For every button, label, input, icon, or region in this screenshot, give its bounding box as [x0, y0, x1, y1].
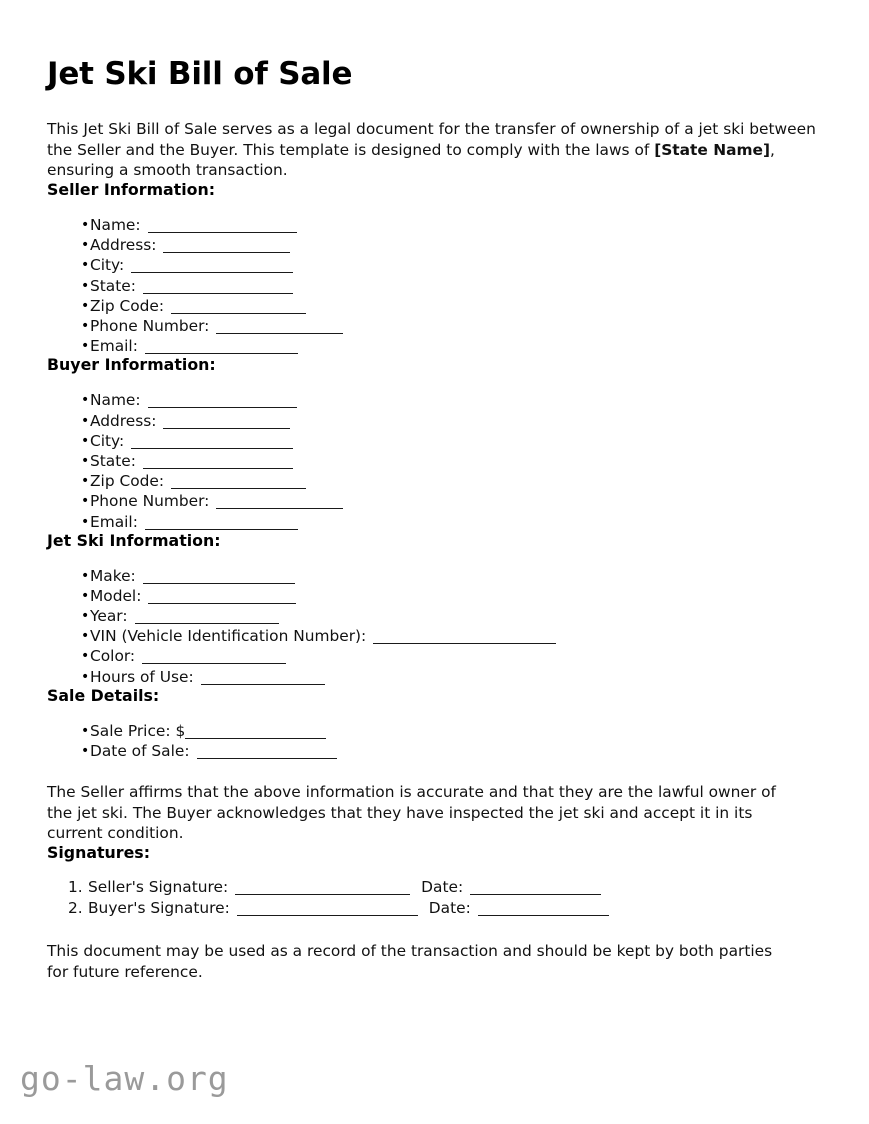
- signature-label: Seller's Signature:: [88, 877, 229, 896]
- fill-in-blank[interactable]: [131, 259, 293, 273]
- field-label: City:: [90, 256, 125, 275]
- page-title: Jet Ski Bill of Sale: [47, 56, 353, 92]
- field-row: [47, 336, 822, 356]
- jetski-field-list: [47, 566, 822, 687]
- fill-in-blank[interactable]: [197, 745, 337, 759]
- field-label: Year:: [90, 607, 128, 626]
- field-label: Zip Code:: [90, 296, 165, 315]
- state-name-placeholder: [State Name]: [654, 140, 770, 159]
- field-row: [47, 626, 822, 646]
- seller-field-list: [47, 215, 822, 356]
- fill-in-blank[interactable]: [142, 650, 286, 664]
- field-row: [47, 316, 822, 336]
- fill-in-blank[interactable]: [171, 475, 306, 489]
- fill-in-blank[interactable]: [131, 435, 293, 449]
- field-row: [47, 646, 822, 666]
- intro-paragraph: [47, 119, 819, 181]
- field-row: [47, 411, 822, 431]
- field-row: [47, 390, 822, 410]
- signature-row-number: 2.: [68, 898, 83, 917]
- fill-in-blank[interactable]: [216, 495, 343, 509]
- field-label: Email:: [90, 512, 138, 531]
- fill-in-blank[interactable]: [148, 394, 297, 408]
- field-row: [47, 255, 822, 275]
- signature-row: [47, 877, 822, 898]
- field-label: Hours of Use:: [90, 667, 194, 686]
- fill-in-blank[interactable]: [135, 610, 279, 624]
- field-label: Make:: [90, 566, 136, 585]
- fill-in-blank[interactable]: [148, 219, 297, 233]
- closing-paragraph: This document may be used as a record of the transaction and should be kept by both parties for future reference.: [47, 941, 773, 981]
- fill-in-blank[interactable]: [148, 590, 296, 604]
- date-label: Date:: [421, 877, 464, 896]
- field-label: Address:: [90, 236, 157, 255]
- fill-in-blank[interactable]: [145, 516, 298, 530]
- seller-information-heading: Seller Information:: [47, 179, 216, 199]
- fill-in-blank[interactable]: [143, 570, 295, 584]
- field-label: Sale Price: $: [90, 721, 186, 740]
- field-label: Email:: [90, 337, 138, 356]
- buyer-information-heading: Buyer Information:: [47, 355, 216, 375]
- fill-in-blank[interactable]: [171, 300, 306, 314]
- field-row: [47, 296, 822, 316]
- signature-label: Buyer's Signature:: [88, 898, 230, 917]
- field-row: [47, 491, 822, 511]
- sale-details-heading: Sale Details:: [47, 685, 160, 705]
- field-row: [47, 471, 822, 491]
- field-label: City:: [90, 431, 125, 450]
- date-label: Date:: [428, 898, 471, 917]
- field-label: Color:: [90, 647, 136, 666]
- fill-in-blank[interactable]: [373, 630, 556, 644]
- affirmation-paragraph: The Seller affirms that the above information is accurate and that they are the lawful owner of the jet ski. The Buyer acknowledges that they have inspected the jet ski and accept it in its current condition.: [47, 783, 776, 843]
- fill-in-blank[interactable]: [163, 415, 290, 429]
- field-label: Model:: [90, 586, 142, 605]
- sale-field-list: [47, 721, 822, 761]
- jetski-information-heading: Jet Ski Information:: [47, 530, 221, 550]
- field-row: [47, 451, 822, 471]
- signature-list: [47, 877, 822, 919]
- field-row: [47, 276, 822, 296]
- field-row: [47, 215, 822, 235]
- fill-in-blank[interactable]: [143, 455, 293, 469]
- signature-blank[interactable]: [237, 902, 418, 916]
- field-row: [47, 721, 822, 741]
- fill-in-blank[interactable]: [163, 239, 290, 253]
- buyer-field-list: [47, 390, 822, 531]
- field-label: State:: [90, 451, 136, 470]
- field-label: VIN (Vehicle Identification Number):: [90, 627, 367, 646]
- field-row: [47, 566, 822, 586]
- date-blank[interactable]: [478, 902, 609, 916]
- field-row: [47, 606, 822, 626]
- fill-in-blank[interactable]: [216, 320, 343, 334]
- document-content: [47, 0, 822, 982]
- field-row: [47, 586, 822, 606]
- fill-in-blank[interactable]: [185, 725, 326, 739]
- intro-text-prefix: This Jet Ski Bill of Sale serves as a legal document for the transfer of ownership of a jet ski between the Seller and the Buyer. This template is designed to comply with the laws of: [47, 120, 816, 159]
- signatures-heading: Signatures:: [47, 843, 151, 863]
- date-blank[interactable]: [470, 881, 601, 895]
- signature-blank[interactable]: [235, 881, 410, 895]
- field-label: Name:: [90, 391, 141, 410]
- fill-in-blank[interactable]: [145, 340, 298, 354]
- intro-text-suffix: , ensuring a smooth transaction.: [47, 140, 775, 180]
- field-row: [47, 741, 822, 761]
- fill-in-blank[interactable]: [143, 280, 293, 294]
- field-row: [47, 512, 822, 532]
- field-label: Zip Code:: [90, 472, 165, 491]
- field-label: Address:: [90, 411, 157, 430]
- field-label: Phone Number:: [90, 492, 210, 511]
- field-label: Phone Number:: [90, 316, 210, 335]
- field-row: [47, 431, 822, 451]
- field-row: [47, 667, 822, 687]
- signature-row-number: 1.: [68, 877, 83, 896]
- field-row: [47, 235, 822, 255]
- field-label: State:: [90, 276, 136, 295]
- field-label: Name:: [90, 215, 141, 234]
- site-watermark: go-law.org: [20, 1059, 229, 1098]
- signature-row: [47, 898, 822, 919]
- field-label: Date of Sale:: [90, 742, 190, 761]
- fill-in-blank[interactable]: [201, 671, 325, 685]
